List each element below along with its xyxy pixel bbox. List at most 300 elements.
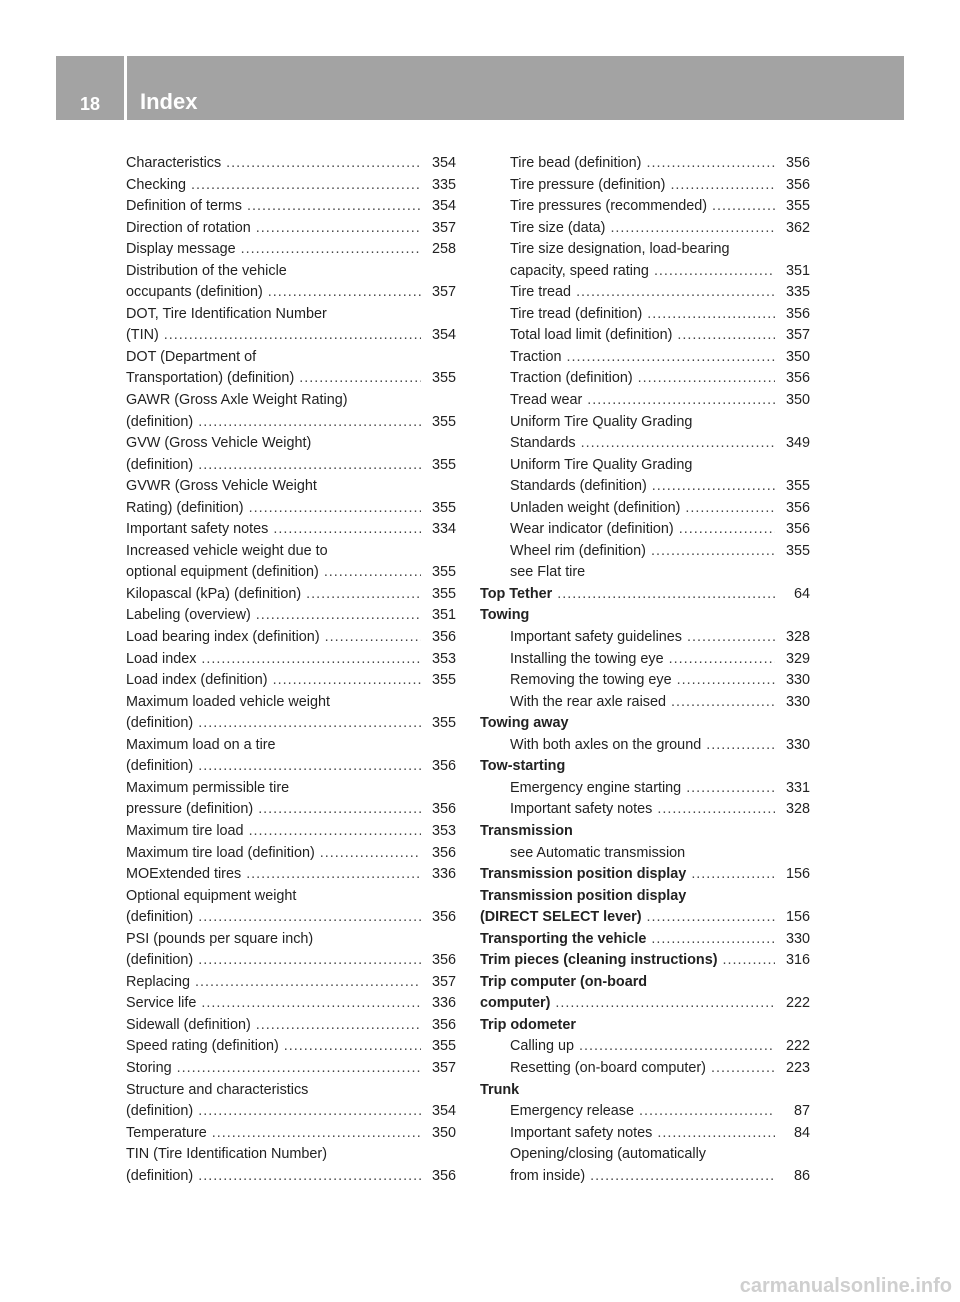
index-entry-page: 356 bbox=[785, 305, 810, 322]
index-entry-page: 356 bbox=[431, 844, 456, 861]
dot-leader bbox=[651, 541, 775, 563]
index-entry-text: (definition) bbox=[126, 1103, 194, 1120]
index-entry bbox=[126, 153, 456, 175]
index-entry-text: Load index (definition) bbox=[126, 672, 268, 689]
dot-leader bbox=[256, 218, 421, 240]
dot-leader bbox=[198, 455, 421, 477]
index-entry-page: 334 bbox=[431, 521, 456, 538]
dot-leader bbox=[657, 1123, 775, 1145]
index-entry bbox=[126, 713, 456, 735]
index-entry-page: 357 bbox=[785, 327, 810, 344]
index-entry-text: Tire size designation, load-bearing bbox=[510, 241, 730, 258]
index-entry-text: Maximum loaded vehicle weight bbox=[126, 693, 330, 710]
dot-leader bbox=[677, 325, 775, 347]
dot-leader bbox=[198, 412, 421, 434]
index-entry-text: Display message bbox=[126, 241, 236, 258]
dot-leader bbox=[657, 799, 775, 821]
dot-leader bbox=[712, 196, 775, 218]
index-entry-page: 86 bbox=[793, 1167, 810, 1184]
index-entry-text: Trip computer (on-board bbox=[480, 973, 648, 990]
index-entry bbox=[126, 605, 456, 627]
index-entry bbox=[480, 347, 810, 369]
dot-leader bbox=[325, 627, 421, 649]
index-entry-page: 329 bbox=[785, 650, 810, 667]
index-entry-page: 356 bbox=[431, 629, 456, 646]
index-entry-text: Top Tether bbox=[480, 585, 553, 602]
index-entry-page: 357 bbox=[431, 1059, 456, 1076]
index-entry-page: 336 bbox=[431, 995, 456, 1012]
dot-leader bbox=[198, 713, 421, 735]
index-entry bbox=[126, 455, 456, 477]
dot-leader bbox=[652, 476, 775, 498]
dot-leader bbox=[654, 261, 775, 283]
index-entry bbox=[480, 498, 810, 520]
index-entry-page: 354 bbox=[431, 155, 456, 171]
dot-leader bbox=[639, 1101, 775, 1123]
index-entry-page: 330 bbox=[785, 736, 810, 753]
index-entry-text: from inside) bbox=[510, 1167, 586, 1184]
index-entry-page: 356 bbox=[785, 370, 810, 387]
index-entry-text: With the rear axle raised bbox=[510, 693, 666, 710]
index-entry bbox=[480, 950, 810, 972]
index-entry bbox=[480, 907, 810, 929]
dot-leader bbox=[191, 175, 421, 197]
index-entry bbox=[480, 756, 810, 778]
dot-leader bbox=[638, 368, 775, 390]
index-entry-text: DOT (Department of bbox=[126, 348, 257, 365]
index-entry-page: 356 bbox=[431, 1167, 456, 1184]
index-entry bbox=[126, 519, 456, 541]
index-entry bbox=[480, 325, 810, 347]
index-entry bbox=[126, 562, 456, 584]
index-entry-text: Resetting (on-board computer) bbox=[510, 1059, 706, 1076]
index-entry-text: computer) bbox=[480, 995, 551, 1012]
index-entry bbox=[480, 196, 810, 218]
dot-leader bbox=[581, 433, 775, 455]
dot-leader bbox=[651, 929, 775, 951]
index-entry bbox=[480, 1015, 810, 1037]
index-entry-page: 351 bbox=[431, 607, 456, 624]
index-entry-text: (definition) bbox=[126, 715, 194, 732]
dot-leader bbox=[195, 972, 421, 994]
index-entry-text: GVWR (Gross Vehicle Weight bbox=[126, 478, 317, 495]
index-entry-page: 357 bbox=[431, 284, 456, 301]
index-entry-text: Trunk bbox=[480, 1081, 520, 1098]
index-entry-text: Transportation) (definition) bbox=[126, 370, 295, 387]
index-entry-text: Distribution of the vehicle bbox=[126, 262, 287, 279]
index-entry-page: 335 bbox=[431, 176, 456, 193]
index-entry bbox=[480, 239, 810, 261]
dot-leader bbox=[198, 1101, 421, 1123]
dot-leader bbox=[610, 218, 775, 240]
index-entry-text: Rating) (definition) bbox=[126, 499, 244, 516]
index-entry-text: Emergency release bbox=[510, 1103, 634, 1120]
index-entry bbox=[480, 670, 810, 692]
index-entry bbox=[126, 1101, 456, 1123]
index-entry-page: 330 bbox=[785, 930, 810, 947]
index-entry-page: 258 bbox=[431, 241, 456, 258]
index-entry bbox=[126, 1036, 456, 1058]
index-entry-page: 355 bbox=[431, 715, 456, 732]
index-entry bbox=[126, 950, 456, 972]
index-entry-page: 156 bbox=[785, 909, 810, 926]
watermark: carmanualsonline.info bbox=[739, 1275, 952, 1297]
index-entry bbox=[126, 735, 456, 757]
index-entry-text: Emergency engine starting bbox=[510, 779, 682, 796]
index-entry-text: Maximum tire load bbox=[126, 822, 244, 839]
index-entry bbox=[480, 153, 810, 175]
index-entry-text: Traction bbox=[510, 348, 562, 365]
index-entry-text: Definition of terms bbox=[126, 198, 242, 215]
index-entry bbox=[480, 390, 810, 412]
index-entry bbox=[480, 1166, 810, 1188]
index-entry-page: 330 bbox=[785, 672, 810, 689]
index-entry-text: Uniform Tire Quality Grading bbox=[510, 413, 693, 430]
index-entry-text: Increased vehicle weight due to bbox=[126, 542, 328, 559]
index-entry-text: Uniform Tire Quality Grading bbox=[510, 456, 693, 473]
index-entry-page: 350 bbox=[431, 1124, 456, 1141]
index-entry-text: Traction (definition) bbox=[510, 370, 633, 387]
dot-leader bbox=[268, 282, 421, 304]
dot-leader bbox=[201, 649, 421, 671]
index-entry bbox=[480, 1144, 810, 1166]
index-entry bbox=[126, 584, 456, 606]
index-entry bbox=[126, 261, 456, 283]
index-entry-text: With both axles on the ground bbox=[510, 736, 702, 753]
index-entry-text: (definition) bbox=[126, 952, 194, 969]
dot-leader bbox=[177, 1058, 421, 1080]
index-entry-text: Tow-starting bbox=[480, 758, 566, 775]
index-entry bbox=[126, 175, 456, 197]
index-entry bbox=[126, 498, 456, 520]
dot-leader bbox=[706, 735, 775, 757]
index-entry-text: (definition) bbox=[126, 758, 194, 775]
index-entry-page: 223 bbox=[785, 1059, 810, 1076]
index-entry-page: 356 bbox=[431, 952, 456, 969]
index-entry-text: Wear indicator (definition) bbox=[510, 521, 674, 538]
index-entry bbox=[480, 476, 810, 498]
index-entry bbox=[480, 843, 810, 865]
dot-leader bbox=[576, 282, 775, 304]
index-entry bbox=[126, 239, 456, 261]
index-entry-page: 222 bbox=[785, 1038, 810, 1055]
index-entry-page: 356 bbox=[431, 758, 456, 775]
index-entry bbox=[126, 692, 456, 714]
index-entry bbox=[126, 929, 456, 951]
index-entry-page: 356 bbox=[431, 1016, 456, 1033]
dot-leader bbox=[256, 605, 421, 627]
index-entry-page: 331 bbox=[785, 779, 810, 796]
dot-leader bbox=[198, 907, 421, 929]
index-entry-page: 355 bbox=[431, 499, 456, 516]
index-entry bbox=[126, 864, 456, 886]
index-entry-text: Total load limit (definition) bbox=[510, 327, 673, 344]
dot-leader bbox=[201, 993, 421, 1015]
index-entry-text: Sidewall (definition) bbox=[126, 1016, 251, 1033]
dot-leader bbox=[557, 584, 775, 606]
index-entry-text: Installing the towing eye bbox=[510, 650, 664, 667]
index-entry bbox=[126, 1015, 456, 1037]
index-entry bbox=[126, 649, 456, 671]
index-entry bbox=[126, 670, 456, 692]
dot-leader bbox=[284, 1036, 421, 1058]
index-entry bbox=[480, 713, 810, 735]
index-entry-text: Towing bbox=[480, 607, 530, 624]
index-entry-text: see Automatic transmission bbox=[510, 844, 686, 861]
index-entry bbox=[480, 993, 810, 1015]
index-entry-text: Important safety notes bbox=[510, 801, 653, 818]
dot-leader bbox=[324, 562, 421, 584]
index-entry-text: Tire tread bbox=[510, 284, 572, 301]
index-entry bbox=[126, 541, 456, 563]
index-column-left bbox=[126, 153, 456, 1187]
index-entry-text: Replacing bbox=[126, 973, 190, 990]
index-entry-text: Tire bead (definition) bbox=[510, 155, 642, 171]
index-entry bbox=[480, 261, 810, 283]
index-entry-page: 355 bbox=[431, 672, 456, 689]
index-entry bbox=[126, 476, 456, 498]
index-entry bbox=[480, 605, 810, 627]
dot-leader bbox=[306, 584, 421, 606]
page-header bbox=[56, 56, 904, 120]
index-entry bbox=[126, 1058, 456, 1080]
index-entry-page: 356 bbox=[431, 909, 456, 926]
index-entry bbox=[126, 843, 456, 865]
index-column-right bbox=[480, 153, 810, 1187]
index-entry-text: Checking bbox=[126, 176, 186, 193]
index-entry bbox=[126, 907, 456, 929]
index-entry-text: Labeling (overview) bbox=[126, 607, 251, 624]
index-entry bbox=[126, 218, 456, 240]
dot-leader bbox=[299, 368, 421, 390]
index-entry-page: 356 bbox=[785, 521, 810, 538]
index-entry bbox=[480, 649, 810, 671]
index-entry bbox=[480, 218, 810, 240]
index-entry-text: Transmission position display bbox=[480, 887, 687, 904]
index-entry-text: GVW (Gross Vehicle Weight) bbox=[126, 435, 312, 452]
index-entry bbox=[480, 541, 810, 563]
index-entry bbox=[126, 756, 456, 778]
dot-leader bbox=[273, 519, 421, 541]
dot-leader bbox=[555, 993, 775, 1015]
index-entry-page: 87 bbox=[793, 1103, 810, 1120]
index-entry-page: 355 bbox=[431, 370, 456, 387]
dot-leader bbox=[241, 239, 421, 261]
index-entry-text: Load bearing index (definition) bbox=[126, 629, 320, 646]
dot-leader bbox=[590, 1166, 775, 1188]
dot-leader bbox=[677, 670, 775, 692]
dot-leader bbox=[723, 950, 775, 972]
index-entry-page: 362 bbox=[785, 219, 810, 236]
index-entry-text: (definition) bbox=[126, 909, 194, 926]
index-entry bbox=[480, 799, 810, 821]
index-entry bbox=[480, 304, 810, 326]
header-divider bbox=[124, 56, 127, 120]
dot-leader bbox=[258, 799, 421, 821]
index-entry bbox=[126, 1166, 456, 1188]
index-entry-text: occupants (definition) bbox=[126, 284, 263, 301]
index-entry-page: 353 bbox=[431, 650, 456, 667]
index-entry-text: (TIN) bbox=[126, 327, 159, 344]
index-entry-page: 353 bbox=[431, 822, 456, 839]
index-entry-text: Load index bbox=[126, 650, 197, 667]
index-entry bbox=[126, 627, 456, 649]
index-entry bbox=[480, 175, 810, 197]
index-entry-text: Temperature bbox=[126, 1124, 207, 1141]
index-entry-text: Maximum tire load (definition) bbox=[126, 844, 315, 861]
index-entry-text: Tread wear bbox=[510, 392, 583, 409]
index-entry-page: 354 bbox=[431, 198, 456, 215]
index-entry-text: Important safety notes bbox=[510, 1124, 653, 1141]
dot-leader bbox=[198, 1166, 421, 1188]
index-entry-page: 356 bbox=[785, 155, 810, 171]
index-entry-page: 355 bbox=[431, 585, 456, 602]
index-entry bbox=[480, 412, 810, 434]
index-entry-text: Tire pressure (definition) bbox=[510, 176, 666, 193]
index-entry-page: 328 bbox=[785, 629, 810, 646]
dot-leader bbox=[671, 692, 775, 714]
index-entry bbox=[126, 368, 456, 390]
index-entry-page: 355 bbox=[431, 456, 456, 473]
page-number: 18 bbox=[79, 94, 101, 114]
dot-leader bbox=[249, 498, 421, 520]
index-entry-text: DOT, Tire Identification Number bbox=[126, 305, 327, 322]
index-entry bbox=[126, 412, 456, 434]
dot-leader bbox=[256, 1015, 421, 1037]
index-entry-text: Structure and characteristics bbox=[126, 1081, 309, 1098]
index-entry bbox=[480, 433, 810, 455]
index-entry bbox=[126, 993, 456, 1015]
dot-leader bbox=[646, 153, 775, 175]
index-entry bbox=[480, 368, 810, 390]
index-entry-text: Service life bbox=[126, 995, 197, 1012]
index-entry bbox=[480, 1036, 810, 1058]
index-entry-text: (definition) bbox=[126, 413, 194, 430]
index-entry bbox=[480, 282, 810, 304]
index-entry-page: 336 bbox=[431, 866, 456, 883]
index-entry-page: 355 bbox=[785, 478, 810, 495]
index-entry-text: (definition) bbox=[126, 456, 194, 473]
section-title: Index bbox=[140, 89, 198, 114]
index-entry-text: Standards bbox=[510, 435, 576, 452]
index-entry bbox=[480, 562, 810, 584]
index-entry-page: 351 bbox=[785, 262, 810, 279]
index-entry bbox=[480, 864, 810, 886]
index-entry-text: Opening/closing (automatically bbox=[510, 1146, 706, 1163]
index-entry-text: Trim pieces (cleaning instructions) bbox=[480, 952, 718, 969]
index-entry bbox=[126, 390, 456, 412]
index-entry bbox=[126, 433, 456, 455]
index-entry bbox=[480, 1101, 810, 1123]
index-entry bbox=[480, 735, 810, 757]
index-entry-page: 328 bbox=[785, 801, 810, 818]
index-entry-page: 354 bbox=[431, 327, 456, 344]
index-entry bbox=[480, 692, 810, 714]
index-entry-text: (definition) bbox=[126, 1167, 194, 1184]
index-entry-page: 222 bbox=[785, 995, 810, 1012]
index-entry-text: capacity, speed rating bbox=[510, 262, 649, 279]
index-entry-text: Maximum permissible tire bbox=[126, 779, 290, 796]
index-entry bbox=[480, 519, 810, 541]
index-entry-page: 156 bbox=[785, 866, 810, 883]
index-entry-text: Transmission position display bbox=[480, 866, 687, 883]
index-entry bbox=[480, 972, 810, 994]
index-entry-text: Unladen weight (definition) bbox=[510, 499, 681, 516]
index-entry-text: Wheel rim (definition) bbox=[510, 542, 646, 559]
dot-leader bbox=[164, 325, 421, 347]
index-entry-text: pressure (definition) bbox=[126, 801, 254, 818]
dot-leader bbox=[198, 950, 421, 972]
dot-leader bbox=[647, 304, 775, 326]
dot-leader bbox=[566, 347, 775, 369]
index-entry bbox=[480, 455, 810, 477]
index-entry bbox=[126, 972, 456, 994]
index-entry-page: 355 bbox=[431, 413, 456, 430]
index-entry-text: Towing away bbox=[480, 715, 569, 732]
index-entry bbox=[126, 325, 456, 347]
dot-leader bbox=[198, 756, 421, 778]
index-entry bbox=[480, 929, 810, 951]
index-entry bbox=[126, 196, 456, 218]
dot-leader bbox=[273, 670, 421, 692]
dot-leader bbox=[247, 196, 421, 218]
dot-leader bbox=[711, 1058, 775, 1080]
dot-leader bbox=[320, 843, 421, 865]
index-entry-page: 349 bbox=[785, 435, 810, 452]
dot-leader bbox=[647, 907, 775, 929]
index-entry-text: Optional equipment weight bbox=[126, 887, 297, 904]
dot-leader bbox=[587, 390, 775, 412]
index-entry-text: Transporting the vehicle bbox=[480, 930, 647, 947]
index-entry-text: Important safety notes bbox=[126, 521, 269, 538]
index-entry bbox=[126, 821, 456, 843]
dot-leader bbox=[679, 519, 775, 541]
index-entry-page: 355 bbox=[785, 542, 810, 559]
index-entry bbox=[480, 1058, 810, 1080]
dot-leader bbox=[249, 821, 421, 843]
dot-leader bbox=[579, 1036, 775, 1058]
index-entry-text: Transmission bbox=[480, 822, 573, 839]
index-entry bbox=[480, 778, 810, 800]
index-entry bbox=[126, 1080, 456, 1102]
index-entry-page: 84 bbox=[793, 1124, 810, 1141]
index-entry bbox=[480, 821, 810, 843]
index-entry-page: 350 bbox=[785, 392, 810, 409]
index-entry-text: Tire pressures (recommended) bbox=[510, 198, 707, 215]
index-entry-text: Maximum load on a tire bbox=[126, 736, 276, 753]
index-entry-text: Trip odometer bbox=[480, 1016, 576, 1033]
index-entry bbox=[126, 799, 456, 821]
index-entry bbox=[126, 1144, 456, 1166]
dot-leader bbox=[686, 778, 775, 800]
index-entry-page: 356 bbox=[785, 499, 810, 516]
index-entry-text: Calling up bbox=[510, 1038, 574, 1055]
index-entry-page: 335 bbox=[785, 284, 810, 301]
index-entry-page: 356 bbox=[785, 176, 810, 193]
dot-leader bbox=[246, 864, 421, 886]
index-entry-text: Characteristics bbox=[126, 155, 222, 171]
index-entry bbox=[480, 886, 810, 908]
index-entry-page: 357 bbox=[431, 219, 456, 236]
index-entry bbox=[480, 1080, 810, 1102]
index-entry-text: Standards (definition) bbox=[510, 478, 647, 495]
index-entry-page: 330 bbox=[785, 693, 810, 710]
index-entry bbox=[126, 347, 456, 369]
index-entry-page: 355 bbox=[431, 1038, 456, 1055]
dot-leader bbox=[670, 175, 775, 197]
index-entry-text: optional equipment (definition) bbox=[126, 564, 319, 581]
index-entry-text: (DIRECT SELECT lever) bbox=[480, 909, 642, 926]
